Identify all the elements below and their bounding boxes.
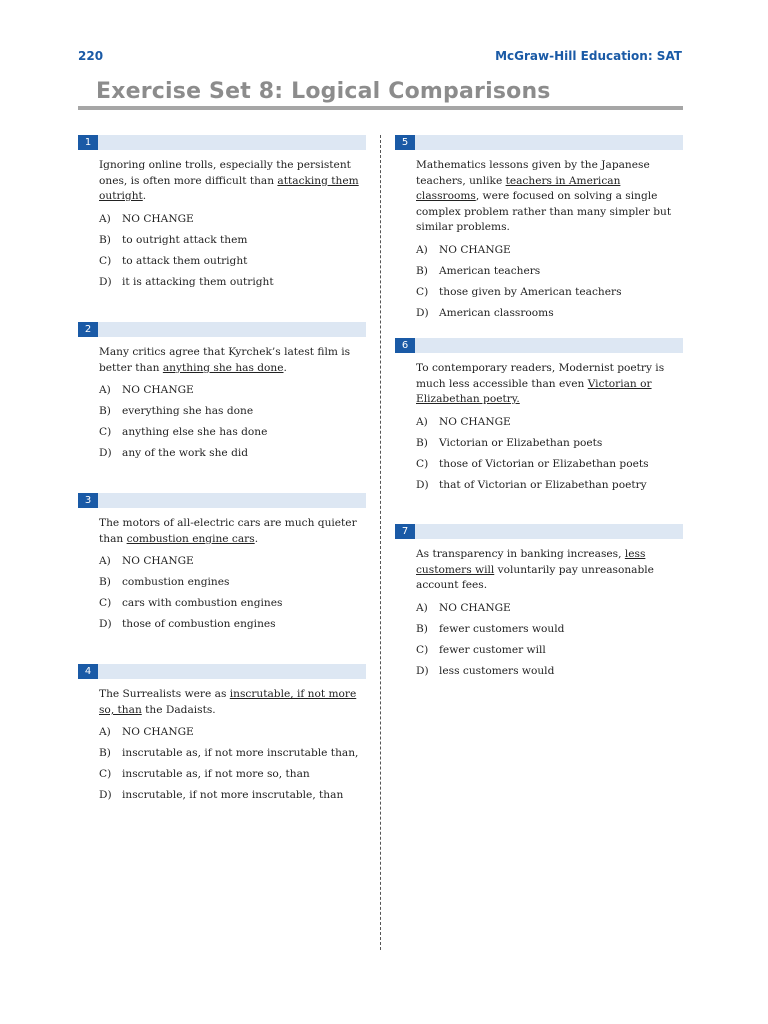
answer-option — [416, 661, 683, 682]
option-text: anything else she has done — [122, 426, 268, 439]
stem-text: To contemporary readers, Modernist poetry is much less accessible than even — [416, 362, 665, 390]
question-header-bar — [78, 664, 366, 679]
answer-options — [99, 209, 366, 293]
answer-option — [416, 303, 683, 324]
answer-options — [99, 551, 366, 635]
option-letter: D) — [99, 447, 112, 460]
underlined-phrase: inscrutable, if not more so, than — [99, 688, 357, 716]
option-text: Victorian or Elizabethan poets — [439, 436, 603, 449]
underlined-phrase: teachers in American classrooms — [416, 174, 621, 203]
question-number: 3 — [78, 493, 98, 508]
option-letter: B) — [99, 747, 111, 760]
answer-option — [99, 743, 366, 764]
option-text: combustion engines — [122, 576, 230, 589]
option-letter: A) — [99, 212, 111, 225]
option-text: NO CHANGE — [122, 726, 194, 739]
question-number: 7 — [395, 524, 415, 539]
question-header-bar — [395, 524, 683, 539]
stem-text: As transparency in banking increases, — [416, 548, 625, 560]
column-divider — [380, 135, 381, 950]
answer-option — [416, 454, 683, 475]
answer-options — [416, 598, 683, 682]
answer-option — [99, 230, 366, 251]
stem-text: . — [283, 361, 287, 374]
option-letter: D) — [99, 275, 112, 288]
option-text: NO CHANGE — [439, 243, 511, 256]
option-letter: D) — [416, 478, 429, 491]
answer-option — [99, 572, 366, 593]
answer-option — [99, 251, 366, 272]
answer-option — [416, 598, 683, 619]
option-letter: A) — [99, 384, 111, 397]
question-number: 4 — [78, 664, 98, 679]
stem-text: The Surrealists were as — [99, 688, 230, 700]
stem-text: . — [254, 532, 259, 545]
option-letter: B) — [99, 233, 111, 246]
answer-option — [416, 640, 683, 661]
answer-option — [416, 412, 683, 433]
question-header-bar — [395, 338, 683, 353]
question-number: 5 — [395, 135, 415, 150]
option-letter: B) — [99, 405, 111, 418]
question-header-bar — [78, 135, 366, 150]
book-title: McGraw-Hill Education: SAT — [495, 49, 682, 63]
option-letter: A) — [99, 726, 111, 739]
option-text: NO CHANGE — [122, 212, 194, 225]
question-2 — [78, 322, 366, 464]
option-letter: A) — [416, 415, 428, 428]
option-text: inscrutable, if not more inscrutable, than — [122, 789, 344, 802]
question-stem — [99, 516, 361, 547]
option-text: American classrooms — [439, 306, 554, 319]
question-4 — [78, 664, 366, 806]
answer-options — [99, 380, 366, 464]
option-letter: D) — [416, 664, 429, 677]
question-stem — [99, 687, 361, 718]
answer-option — [99, 422, 366, 443]
question-5 — [395, 135, 683, 324]
question-header-bar — [78, 322, 366, 337]
answer-options — [416, 240, 683, 324]
answer-option — [416, 240, 683, 261]
answer-option — [416, 433, 683, 454]
option-letter: D) — [416, 306, 429, 319]
underlined-phrase: less customers will — [416, 548, 646, 576]
underlined-phrase: anything she has done — [162, 361, 284, 374]
answer-option — [99, 380, 366, 401]
answer-option — [99, 272, 366, 293]
answer-option — [99, 593, 366, 614]
answer-options — [99, 722, 366, 806]
option-text: NO CHANGE — [122, 384, 194, 397]
question-stem — [416, 158, 678, 236]
option-letter: D) — [99, 789, 112, 802]
stem-text: , were focused on solving a single complex problem rather than many simpler but similar problems. — [416, 190, 672, 234]
option-text: inscrutable as, if not more inscrutable than, — [122, 747, 359, 760]
underlined-phrase: attacking them outright — [99, 174, 359, 203]
option-text: inscrutable as, if not more so, than — [122, 768, 310, 781]
option-letter: B) — [99, 576, 111, 589]
option-letter: A) — [416, 243, 428, 256]
question-number: 6 — [395, 338, 415, 353]
option-text: everything she has done — [122, 405, 254, 418]
option-text: American teachers — [439, 264, 541, 277]
answer-option — [99, 551, 366, 572]
question-7 — [395, 524, 683, 682]
stem-text: Mathematics lessons given by the Japanese teachers, unlike — [416, 159, 650, 187]
option-text: cars with combustion engines — [122, 597, 283, 610]
stem-text: Many critics agree that Kyrchek’s latest film is better than — [99, 346, 351, 374]
answer-option — [99, 722, 366, 743]
option-text: those given by American teachers — [439, 285, 622, 298]
question-1 — [78, 135, 366, 293]
question-stem — [416, 547, 678, 594]
option-text: NO CHANGE — [122, 555, 194, 568]
option-letter: D) — [99, 618, 112, 631]
question-3 — [78, 493, 366, 635]
question-stem — [416, 361, 678, 408]
option-text: NO CHANGE — [439, 415, 511, 428]
answer-option — [416, 261, 683, 282]
option-letter: C) — [99, 768, 112, 781]
option-letter: A) — [99, 555, 111, 568]
underlined-phrase: combustion engine cars — [126, 532, 255, 545]
option-text: those of Victorian or Elizabethan poets — [439, 457, 649, 470]
answer-options — [416, 412, 683, 496]
answer-option — [416, 619, 683, 640]
option-letter: C) — [416, 643, 429, 656]
answer-option — [99, 209, 366, 230]
stem-text: voluntarily pay unreasonable account fees. — [416, 563, 654, 592]
option-letter: A) — [416, 601, 428, 614]
stem-text: the Dadaists. — [141, 703, 216, 716]
exercise-set-title: Exercise Set 8: Logical Comparisons — [96, 79, 551, 104]
option-text: it is attacking them outright — [122, 275, 274, 288]
question-number: 2 — [78, 322, 98, 337]
answer-option — [99, 443, 366, 464]
option-text: fewer customers would — [439, 622, 565, 635]
stem-text: The motors of all-electric cars are much quieter than — [99, 517, 357, 545]
title-rule — [78, 106, 683, 110]
option-text: fewer customer will — [439, 643, 546, 656]
option-text: to outright attack them — [122, 233, 248, 246]
question-header-bar — [395, 135, 683, 150]
page-number: 220 — [78, 49, 104, 63]
question-stem — [99, 158, 361, 205]
option-text: any of the work she did — [122, 447, 249, 460]
question-header-bar — [78, 493, 366, 508]
option-letter: B) — [416, 264, 428, 277]
stem-text: Ignoring online trolls, especially the persistent ones, is often more difficult than — [99, 159, 351, 187]
option-text: to attack them outright — [122, 254, 248, 267]
option-letter: B) — [416, 436, 428, 449]
option-letter: C) — [416, 457, 429, 470]
answer-option — [416, 475, 683, 496]
option-letter: C) — [99, 597, 112, 610]
question-stem — [99, 345, 361, 376]
question-6 — [395, 338, 683, 496]
option-letter: B) — [416, 622, 428, 635]
answer-option — [99, 785, 366, 806]
underlined-phrase: Victorian or Elizabethan poetry. — [416, 377, 652, 406]
question-number: 1 — [78, 135, 98, 150]
option-text: those of combustion engines — [122, 618, 276, 631]
option-letter: C) — [99, 254, 112, 267]
option-text: less customers would — [439, 664, 555, 677]
answer-option — [416, 282, 683, 303]
option-letter: C) — [99, 426, 112, 439]
answer-option — [99, 614, 366, 635]
answer-option — [99, 764, 366, 785]
answer-option — [99, 401, 366, 422]
option-text: NO CHANGE — [439, 601, 511, 614]
option-text: that of Victorian or Elizabethan poetry — [439, 478, 647, 491]
option-letter: C) — [416, 285, 429, 298]
stem-text: . — [142, 190, 147, 203]
